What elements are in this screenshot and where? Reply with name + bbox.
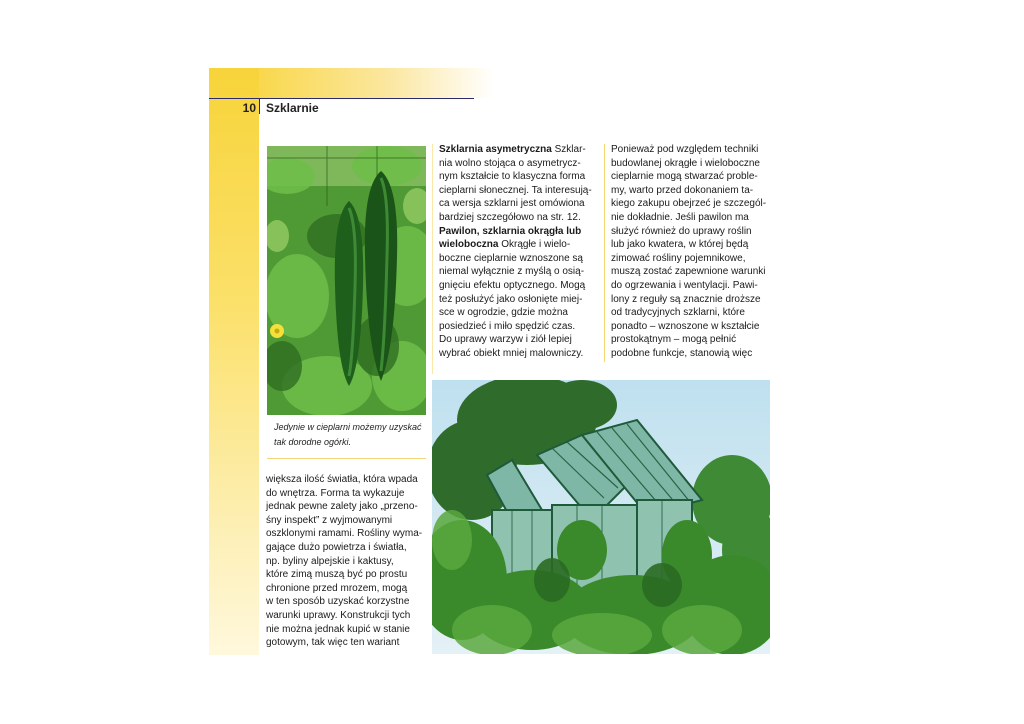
caption-line: Jedynie w cieplarni możemy uzyskać: [274, 422, 422, 432]
text-line: śny inspekt” z wyjmowanymi: [266, 514, 393, 526]
text-line: do wnętrza. Forma ta wykazuje: [266, 487, 405, 499]
text-line: bardziej szczegółowo na str. 12.: [439, 211, 581, 223]
text-line: [439, 143, 594, 157]
text-line: służyć również do uprawy roślin: [611, 225, 752, 237]
header-rule: [209, 98, 474, 99]
text-line: niemal wyłącznie z myślą o osią-: [439, 266, 585, 278]
text-line: lony z reguły są znacznie droższe: [611, 293, 761, 305]
text-column-1: [266, 473, 426, 650]
column-divider: [604, 144, 605, 362]
text-line: lub jako kwatera, w której będą: [611, 239, 749, 251]
photo-caption: [274, 420, 424, 450]
section-heading-asymmetric: Szklarnia asymetryczna: [439, 144, 552, 155]
text-line: kiego zakupu obejrzeć je szczegól-: [611, 198, 767, 210]
text-line: ca wersja szklarni jest omówiona: [439, 198, 585, 210]
text-line: cieplarnie mogą stwarzać proble-: [611, 171, 758, 183]
text-line: gotowym, tak więc ten wariant: [266, 637, 400, 649]
header-divider: [259, 99, 260, 114]
text-line: do ogrzewania i wentylacji. Pawi-: [611, 279, 758, 291]
text-line: w ten sposób uzyskać korzystne: [266, 596, 410, 608]
text-line: sce w ogrodzie, gdzie można: [439, 307, 568, 319]
text-line: gnięciu efektu optycznego. Mogą: [439, 279, 586, 291]
text-column-2: [439, 143, 594, 361]
text-line: wybrać obiekt mniej malowniczy.: [439, 347, 584, 359]
text-line: budowlanej okrągłe i wieloboczne: [611, 157, 760, 169]
text-line: cieplarni słonecznej. Ta interesują-: [439, 184, 592, 196]
text-line: nie można jednak kupić w stanie: [266, 623, 410, 635]
text-line: np. byliny alpejskie i kaktusy,: [266, 555, 394, 567]
text-line: muszą zostać zapewnione warunki: [611, 266, 766, 278]
text-span: Szklar-: [551, 144, 586, 155]
text-line: [439, 238, 594, 252]
text-span: Okrągłe i wielo-: [498, 239, 571, 251]
text-column-3: [611, 143, 771, 361]
text-line: ponadto – wznoszone w kształcie: [611, 320, 760, 332]
cucumber-photo: [267, 146, 426, 415]
greenhouse-photo: [432, 380, 770, 654]
section-heading-pavilion: Pawilon, szklarnia okrągła lub: [439, 225, 582, 237]
section-heading-pavilion-cont: wieloboczna: [439, 239, 499, 251]
text-line: chronione przed mrozem, mogą: [266, 582, 408, 594]
text-line: podobne funkcje, stanowią więc: [611, 347, 753, 359]
text-line: nym kształcie to klasyczna forma: [439, 171, 586, 183]
text-line: gające dużo powietrza i światła,: [266, 541, 407, 553]
text-line: jednak pewne zalety jako „przeno-: [266, 501, 418, 513]
text-line: nia wolno stojąca o asymetrycz-: [439, 157, 581, 169]
yellow-margin-strip: [209, 68, 259, 655]
text-line: warunki uprawy. Konstrukcji tych: [266, 609, 411, 621]
page-number: 10: [242, 101, 256, 115]
text-line: większa ilość światła, która wpada: [266, 474, 418, 485]
column-divider: [432, 144, 433, 374]
caption-line: tak dorodne ogórki.: [274, 437, 352, 447]
caption-rule: [267, 458, 426, 459]
header-yellow-band: [259, 68, 494, 98]
text-line: zimować rośliny pojemnikowe,: [611, 252, 746, 264]
text-line: [439, 225, 594, 239]
text-line: Do uprawy warzyw i ziół lepiej: [439, 334, 572, 346]
text-line: posiedzieć i miło spędzić czas.: [439, 320, 576, 332]
text-line: oszklonymi ramami. Rośliny wyma-: [266, 528, 423, 540]
text-line: od tradycyjnych szklarni, które: [611, 307, 745, 319]
text-line: nie dokładnie. Jeśli pawilon ma: [611, 211, 749, 223]
chapter-title: Szklarnie: [266, 101, 319, 115]
text-line: prostokątnym – mogą pełnić: [611, 334, 737, 346]
text-line: które zimą muszą być po prostu: [266, 569, 408, 581]
text-line: boczne cieplarnie wznoszone są: [439, 252, 583, 264]
text-line: Ponieważ pod względem techniki: [611, 144, 759, 155]
text-line: też posłużyć jako osłonięte miej-: [439, 293, 583, 305]
text-line: my, warto przed dokonaniem ta-: [611, 184, 754, 196]
